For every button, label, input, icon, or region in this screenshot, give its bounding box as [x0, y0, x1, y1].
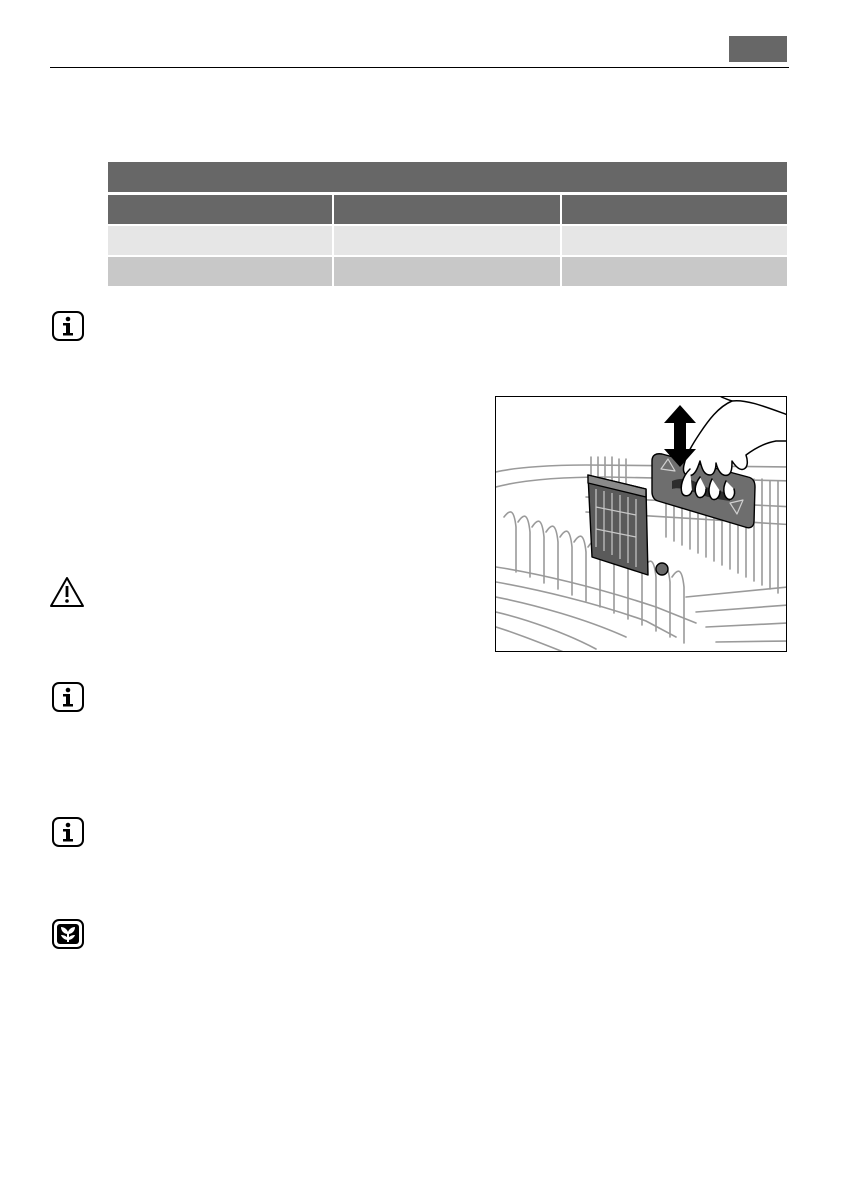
rack-illustration [495, 396, 787, 652]
info-icon [51, 816, 81, 846]
info-icon [51, 310, 81, 340]
table-header-cell [334, 195, 560, 224]
settings-table [108, 162, 787, 288]
environment-leaf-icon [51, 918, 81, 948]
language-tab [729, 36, 787, 62]
table-header-cell [108, 195, 332, 224]
table-row [108, 257, 787, 286]
table-cell [562, 257, 787, 286]
table-title-row [108, 162, 787, 192]
table-cell [108, 257, 332, 286]
table-cell [562, 226, 787, 255]
table-row [108, 226, 787, 255]
table-cell [334, 257, 560, 286]
warning-triangle-icon [48, 575, 78, 605]
table-header-cell [562, 195, 787, 224]
info-icon [51, 681, 81, 711]
table-header-row [108, 195, 787, 224]
table-cell [334, 226, 560, 255]
rack-illustration-drawing [496, 397, 787, 652]
table-cell [108, 226, 332, 255]
header-rule [50, 67, 789, 68]
